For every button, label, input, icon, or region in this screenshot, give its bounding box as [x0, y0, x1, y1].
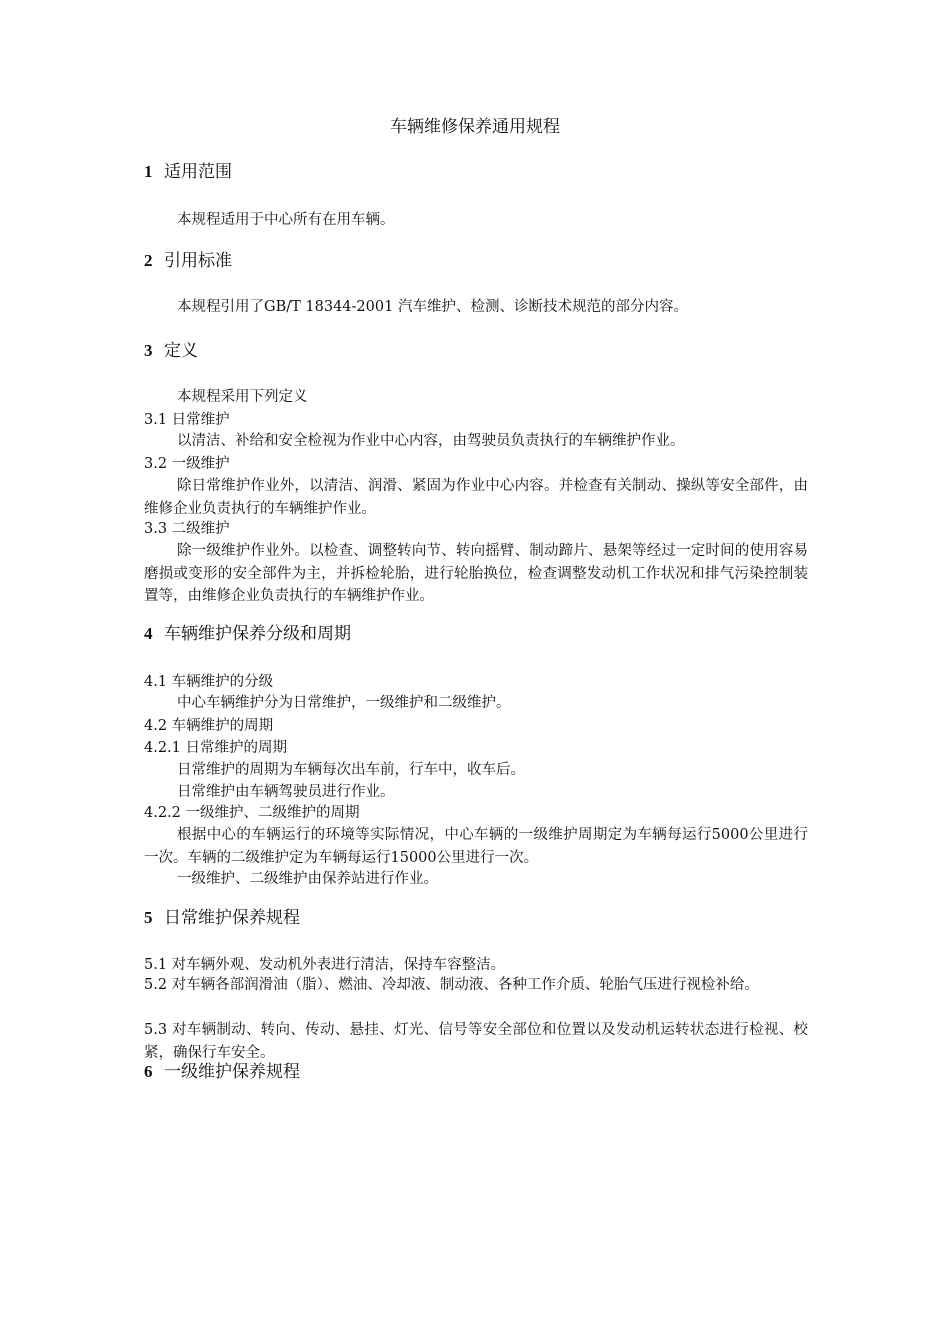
- section-5-heading: [144, 907, 300, 929]
- section-6-number: 6: [144, 1062, 153, 1081]
- subsection-3-3-heading: 3.3 二级维护: [144, 521, 230, 537]
- section-1-heading: [144, 161, 232, 183]
- section-2-number: 2: [144, 251, 153, 270]
- section-5-number: 5: [144, 908, 153, 927]
- subsection-4-2-2-paragraph-2: 一级维护、二级维护由保养站进行作业。: [177, 871, 438, 887]
- section-2-title: 引用标准: [164, 251, 232, 271]
- section-5-title: 日常维护保养规程: [164, 908, 300, 928]
- subsection-4-2-2-paragraph-1: 根据中心的车辆运行的环境等实际情况，中心车辆的一级维护周期定为车辆每运行5000公里进行一次。车辆的二级维护定为车辆每运行15000公里进行一次。: [144, 827, 808, 866]
- section-4-heading: [144, 623, 351, 645]
- section-2-heading: [144, 250, 232, 272]
- section-3-number: 3: [144, 341, 153, 360]
- section-6-heading: [144, 1061, 300, 1083]
- section-1-paragraph: 本规程适用于中心所有在用车辆。: [177, 212, 395, 228]
- subsection-5-2-paragraph: 5.2 对车辆各部润滑油（脂）、燃油、冷却液、制动液、各种工作介质、轮胎气压进行视检补给。: [144, 977, 759, 993]
- section-3-heading: [144, 340, 198, 362]
- subsection-4-2-2-heading: 4.2.2 一级维护、二级维护的周期: [144, 805, 360, 821]
- subsection-3-2-paragraph: 除日常维护作业外，以清洁、润滑、紧固为作业中心内容。并检查有关制动、操纵等安全部件，由维修企业负责执行的车辆维护作业。: [144, 478, 808, 517]
- section-4-title: 车辆维护保养分级和周期: [164, 624, 351, 644]
- subsection-4-2-1-heading: 4.2.1 日常维护的周期: [144, 740, 288, 756]
- subsection-5-1-paragraph: 5.1 对车辆外观、发动机外表进行清洁，保持车容整洁。: [144, 957, 506, 973]
- document-title: 车辆维修保养通用规程: [390, 117, 560, 137]
- section-6-title: 一级维护保养规程: [164, 1062, 300, 1082]
- subsection-4-2-1-paragraph-1: 日常维护的周期为车辆每次出车前，行车中，收车后。: [177, 762, 525, 778]
- section-4-number: 4: [144, 624, 153, 643]
- section-2-paragraph: 本规程引用了GB/T 18344-2001 汽车维护、检测、诊断技术规范的部分内容。: [177, 299, 688, 315]
- subsection-4-2-1-paragraph-2: 日常维护由车辆驾驶员进行作业。: [177, 784, 395, 800]
- subsection-4-2-heading: 4.2 车辆维护的周期: [144, 718, 274, 734]
- subsection-4-1-paragraph: 中心车辆维护分为日常维护，一级维护和二级维护。: [177, 695, 511, 711]
- section-3-intro: 本规程采用下列定义: [177, 389, 308, 405]
- subsection-5-3-paragraph: 5.3 对车辆制动、转向、传动、悬挂、灯光、信号等安全部位和位置以及发动机运转状态进行检视、校紧，确保行车安全。: [144, 1022, 808, 1061]
- section-1-number: 1: [144, 162, 153, 181]
- section-3-title: 定义: [164, 341, 198, 361]
- subsection-3-2-heading: 3.2 一级维护: [144, 456, 230, 472]
- subsection-3-1-paragraph: 以清洁、补给和安全检视为作业中心内容，由驾驶员负责执行的车辆维护作业。: [177, 433, 685, 449]
- subsection-3-1-heading: 3.1 日常维护: [144, 412, 230, 428]
- section-1-title: 适用范围: [164, 162, 232, 182]
- subsection-3-3-paragraph: 除一级维护作业外。以检查、调整转向节、转向摇臂、制动蹄片、悬架等经过一定时间的使用容易磨损或变形的安全部件为主，并拆检轮胎，进行轮胎换位，检查调整发动机工作状况和排气污染控制装置等，由维修企业负责执行的车辆维护作业。: [144, 543, 808, 604]
- subsection-4-1-heading: 4.1 车辆维护的分级: [144, 674, 274, 690]
